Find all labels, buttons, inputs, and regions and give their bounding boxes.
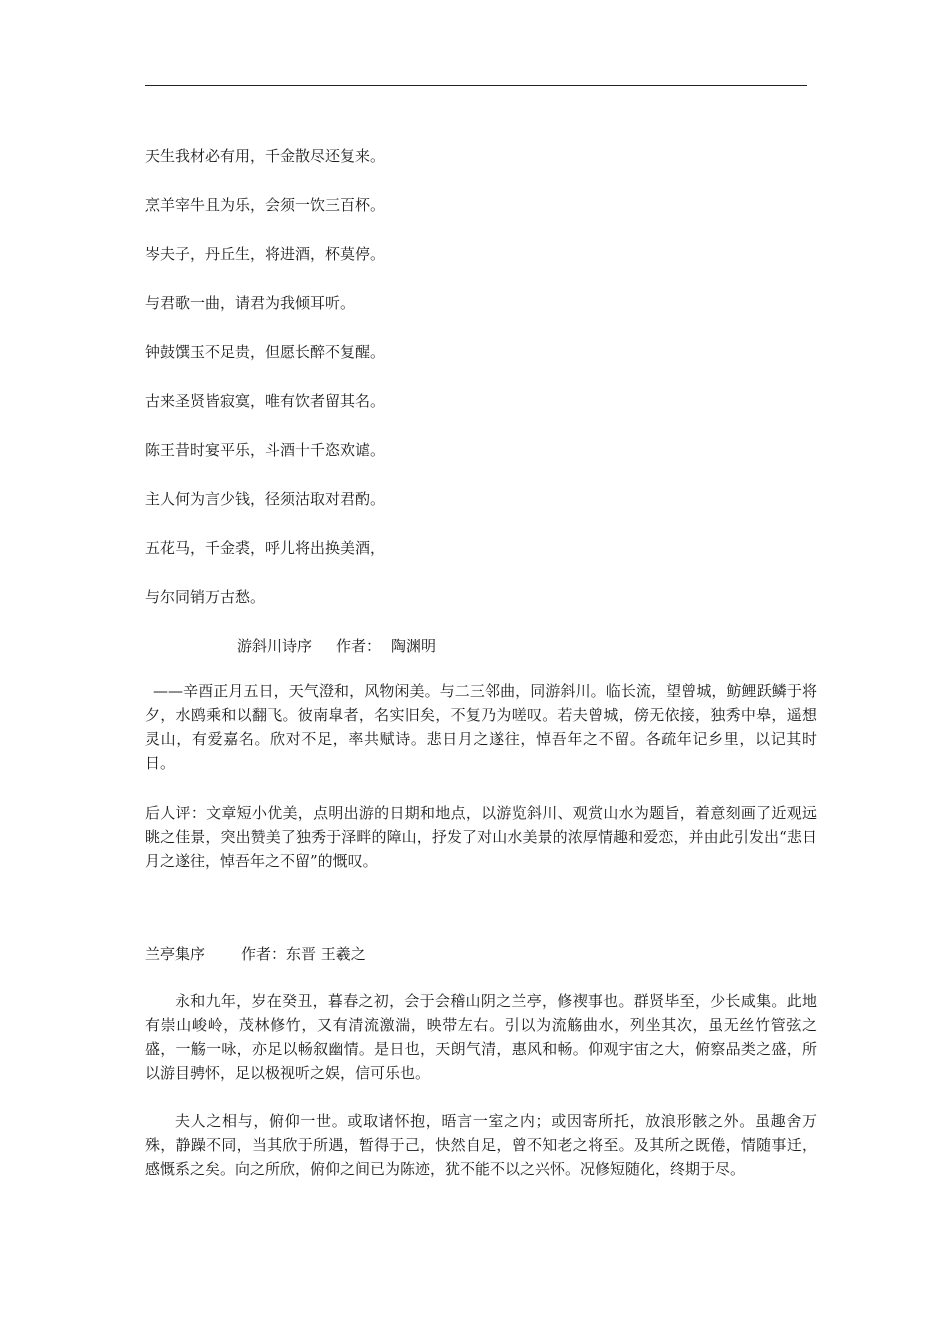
lanting-paragraph-1: 永和九年，岁在癸丑，暮春之初，会于会稽山阴之兰亭，修禊事也。群贤毕至，少长咸集。此地有崇山峻岭，茂林修竹，又有清流激湍，映带左右。引以为流觞曲水，列坐其次，虽无丝竹管弦之盛，一觞一咏，亦足以畅叙幽情。是日也，天朗气清，惠风和畅。仰观宇宙之大，俯察品类之盛，所以游目骋怀，足以极视听之娱，信可乐也。: [145, 992, 817, 1082]
poem-line: 烹羊宰牛且为乐，会须一饮三百杯。: [145, 196, 386, 214]
xiechuan-body: ——辛酉正月五日，天气澄和，风物闲美。与二三邻曲，同游斜川。临长流，望曾城，鲂鲤跃鳞于将夕，水鸥乘和以翻飞。彼南皐者，名实旧矣，不复乃为嗟叹。若夫曾城，傍无依接，独秀中皋，遥想灵山，有爱嘉名。欣对不足，率共赋诗。悲日月之遂往，悼吾年之不留。各疏年记乡里，以记其时日。: [145, 682, 817, 772]
poem-line: 钟鼓馔玉不足贵，但愿长醉不复醒。: [145, 343, 386, 361]
poem-line: 与尔同销万古愁。: [145, 588, 266, 606]
xiechuan-title: 游斜川诗序: [237, 637, 313, 655]
xiechuan-comment: 后人评：文章短小优美，点明出游的日期和地点，以游览斜川、观赏山水为题旨，着意刻画了近观远眺之佳景，突出赞美了独秀于泽畔的障山，抒发了对山水美景的浓厚情趣和爱恋，并由此引发出“悲日月之遂往，悼吾年之不留”的慨叹。: [145, 804, 817, 870]
poem-line: 古来圣贤皆寂寞，唯有饮者留其名。: [145, 392, 386, 410]
xiechuan-author-label: 作者：: [336, 637, 382, 655]
lanting-title: 兰亭集序: [145, 945, 206, 963]
poem-line: 岑夫子，丹丘生，将进酒，杯莫停。: [145, 245, 386, 263]
lanting-paragraph-2: 夫人之相与，俯仰一世。或取诸怀抱，晤言一室之内；或因寄所托，放浪形骸之外。虽趣舍万殊，静躁不同，当其欣于所遇，暂得于己，快然自足，曾不知老之将至。及其所之既倦，情随事迁，感慨系之矣。向之所欣，俯仰之间已为陈迹，犹不能不以之兴怀。况修短随化，终期于尽。: [145, 1112, 817, 1178]
poem-line: 陈王昔时宴平乐，斗酒十千恣欢谑。: [145, 441, 386, 459]
xiechuan-author: 陶渊明: [391, 637, 437, 655]
poem-line: 天生我材必有用，千金散尽还复来。: [145, 147, 386, 165]
header-rule: [145, 85, 807, 86]
xiechuan-title-line: [145, 635, 817, 657]
poem-line: 主人何为言少钱，径须沽取对君酌。: [145, 490, 386, 508]
poem-line: 与君歌一曲，请君为我倾耳听。: [145, 294, 356, 312]
poem-section: [145, 145, 817, 608]
lanting-author: 东晋 王羲之: [286, 945, 366, 963]
document-body: [145, 145, 817, 1181]
poem-line: 五花马，千金裘，呼儿将出换美酒，: [145, 539, 386, 557]
lanting-title-line: [145, 943, 817, 965]
lanting-author-label: 作者：: [241, 945, 287, 963]
